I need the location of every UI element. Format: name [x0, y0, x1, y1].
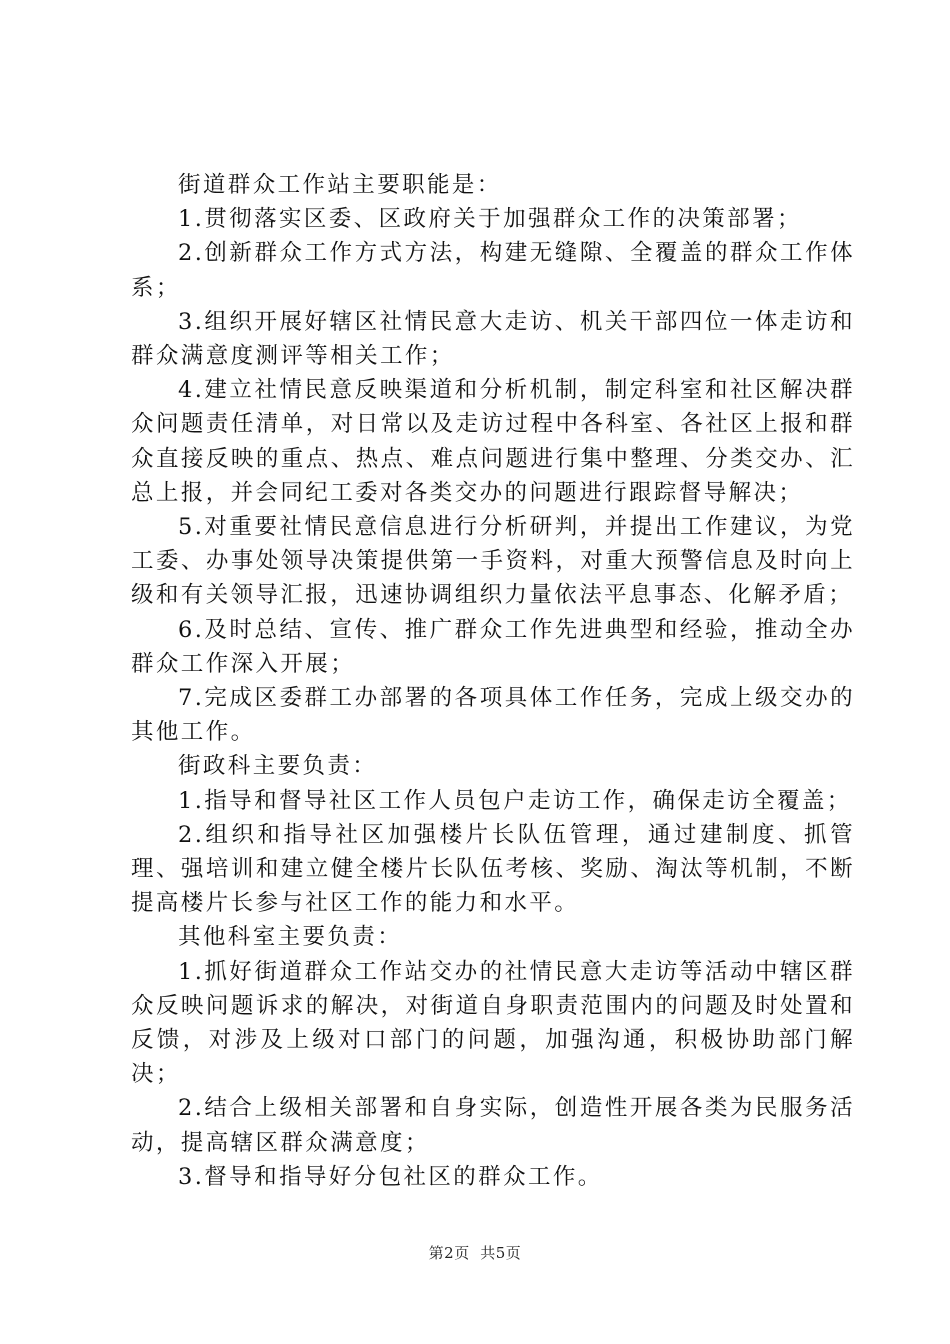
- paragraph: 2.组织和指导社区加强楼片长队伍管理，通过建制度、抓管理、强培训和建立健全楼片长队伍考核、奖励、淘汰等机制，不断提高楼片长参与社区工作的能力和水平。: [131, 821, 855, 917]
- paragraph: 4.建立社情民意反映渠道和分析机制，制定科室和社区解决群众问题责任清单，对日常以及走访过程中各科室、各社区上报和群众直接反映的重点、热点、难点问题进行集中整理、分类交办、汇总上报，并会同纪工委对各类交办的问题进行跟踪督导解决；: [131, 377, 855, 506]
- paragraph: 7.完成区委群工办部署的各项具体工作任务，完成上级交办的其他工作。: [131, 685, 855, 746]
- paragraph: 2.创新群众工作方式方法，构建无缝隙、全覆盖的群众工作体系；: [131, 240, 855, 301]
- paragraph: 3.督导和指导好分包社区的群众工作。: [178, 1163, 603, 1190]
- page-number: 第2页: [428, 1244, 470, 1262]
- paragraph: 3.组织开展好辖区社情民意大走访、机关干部四位一体走访和群众满意度测评等相关工作；: [131, 308, 855, 370]
- paragraph: 6.及时总结、宣传、推广群众工作先进典型和经验，推动全办群众工作深入开展；: [131, 616, 855, 677]
- paragraph: 街道群众工作站主要职能是：: [178, 172, 502, 198]
- paragraph: 5.对重要社情民意信息进行分析研判，并提出工作建议，为党工委、办事处领导决策提供第一手资料，对重大预警信息及时向上级和有关领导汇报，迅速协调组织力量依法平息事态、化解矛盾；: [131, 514, 855, 609]
- paragraph: 1.贯彻落实区委、区政府关于加强群众工作的决策部署；: [178, 206, 802, 233]
- paragraph: 2.结合上级相关部署和自身实际，创造性开展各类为民服务活动，提高辖区群众满意度；: [131, 1095, 855, 1156]
- document-body: [131, 168, 855, 1194]
- paragraph: 街政科主要负责：: [178, 753, 378, 780]
- paragraph: 其他科室主要负责：: [178, 924, 403, 951]
- page-total: 共5页: [480, 1244, 522, 1262]
- paragraph: 1.抓好街道群众工作站交办的社情民意大走访等活动中辖区群众反映问题诉求的解决，对街道自身职责范围内的问题及时处置和反馈，对涉及上级对口部门的问题，加强沟通，积极协助部门解决；: [131, 958, 855, 1088]
- page-footer: [0, 1243, 950, 1263]
- paragraph: 1.指导和督导社区工作人员包户走访工作，确保走访全覆盖；: [178, 787, 852, 814]
